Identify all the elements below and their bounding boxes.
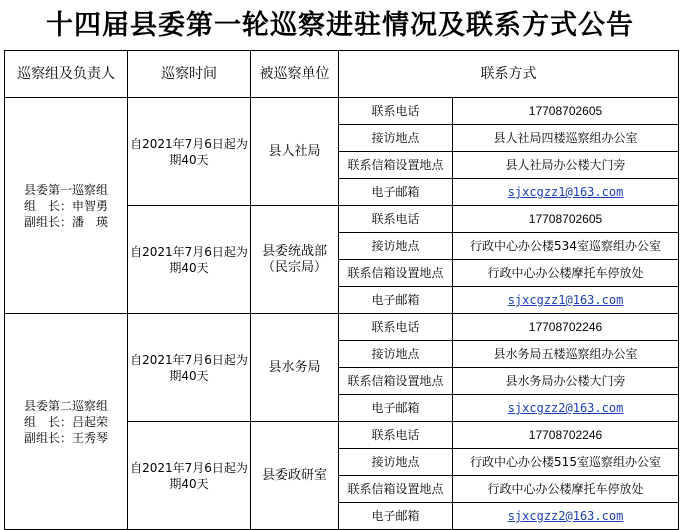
contact-label: 电子邮箱 — [339, 503, 453, 530]
group-name: 县委第一巡察组 — [23, 182, 108, 197]
inspection-table — [4, 50, 679, 530]
header-group: 巡察组及负责人 — [5, 51, 128, 98]
table-body — [5, 98, 679, 530]
contact-value-cell — [453, 422, 679, 449]
phone-number: 17708702605 — [528, 104, 603, 118]
contact-value-cell — [453, 314, 679, 341]
contact-value-cell — [453, 233, 679, 260]
unit-cell: 县委统战部（民宗局） — [251, 206, 339, 314]
contact-value: 行政中心办公楼摩托车停放处 — [487, 482, 644, 496]
contact-label: 电子邮箱 — [339, 287, 453, 314]
group-deputy: 副组长：潘 瑛 — [23, 214, 108, 229]
contact-value-cell — [453, 449, 679, 476]
contact-value-cell — [453, 287, 679, 314]
period-cell: 自2021年7月6日起为期40天 — [128, 206, 251, 314]
contact-value: 县水务局办公楼大门旁 — [505, 374, 626, 388]
group-cell — [5, 314, 128, 530]
contact-label: 联系电话 — [339, 422, 453, 449]
group-name: 县委第二巡察组 — [23, 398, 108, 413]
contact-value: 县人社局办公楼大门旁 — [505, 158, 626, 172]
contact-value-cell — [453, 179, 679, 206]
period-cell: 自2021年7月6日起为期40天 — [128, 314, 251, 422]
contact-value: 行政中心办公楼摩托车停放处 — [487, 266, 644, 280]
header-row — [5, 51, 679, 98]
phone-number: 17708702246 — [528, 428, 603, 442]
contact-value-cell — [453, 206, 679, 233]
group-leader: 组 长：申智勇 — [23, 198, 108, 213]
contact-value-cell — [453, 152, 679, 179]
contact-value: 行政中心办公楼515室巡察组办公室 — [470, 455, 661, 469]
contact-value-cell — [453, 368, 679, 395]
contact-label: 联系电话 — [339, 98, 453, 125]
contact-value: 行政中心办公楼534室巡察组办公室 — [470, 239, 661, 253]
unit-cell: 县水务局 — [251, 314, 339, 422]
phone-number: 17708702246 — [528, 320, 603, 334]
group-cell — [5, 98, 128, 314]
contact-value-cell — [453, 260, 679, 287]
contact-value-cell — [453, 476, 679, 503]
email-link[interactable]: sjxcgzz2@163.com — [507, 509, 624, 523]
contact-label: 联系信箱设置地点 — [339, 368, 453, 395]
contact-label: 电子邮箱 — [339, 179, 453, 206]
page-title: 十四届县委第一轮巡察进驻情况及联系方式公告 — [46, 9, 634, 41]
header-contact: 联系方式 — [339, 51, 679, 98]
contact-label: 接访地点 — [339, 449, 453, 476]
contact-value: 县水务局五楼巡察组办公室 — [493, 347, 638, 361]
contact-value-cell — [453, 341, 679, 368]
contact-label: 接访地点 — [339, 233, 453, 260]
contact-value-cell — [453, 98, 679, 125]
header-time: 巡察时间 — [128, 51, 251, 98]
period-cell: 自2021年7月6日起为期40天 — [128, 98, 251, 206]
group-leader: 组 长：吕起荣 — [23, 414, 108, 429]
period-cell: 自2021年7月6日起为期40天 — [128, 422, 251, 530]
contact-label: 接访地点 — [339, 341, 453, 368]
email-link[interactable]: sjxcgzz2@163.com — [507, 401, 624, 415]
contact-label: 联系电话 — [339, 314, 453, 341]
contact-value-cell — [453, 125, 679, 152]
contact-label: 联系信箱设置地点 — [339, 260, 453, 287]
email-link[interactable]: sjxcgzz1@163.com — [507, 293, 624, 307]
contact-label: 联系信箱设置地点 — [339, 152, 453, 179]
unit-cell: 县委政研室 — [251, 422, 339, 530]
header-unit: 被巡察单位 — [251, 51, 339, 98]
phone-number: 17708702605 — [528, 212, 603, 226]
contact-label: 联系信箱设置地点 — [339, 476, 453, 503]
contact-value-cell — [453, 395, 679, 422]
group-deputy: 副组长：王秀琴 — [23, 430, 108, 445]
contact-value: 县人社局四楼巡察组办公室 — [493, 131, 638, 145]
email-link[interactable]: sjxcgzz1@163.com — [507, 185, 624, 199]
contact-label: 接访地点 — [339, 125, 453, 152]
contact-label: 电子邮箱 — [339, 395, 453, 422]
table-row — [5, 98, 679, 125]
unit-cell: 县人社局 — [251, 98, 339, 206]
contact-label: 联系电话 — [339, 206, 453, 233]
contact-value-cell — [453, 503, 679, 530]
table-row — [5, 314, 679, 341]
